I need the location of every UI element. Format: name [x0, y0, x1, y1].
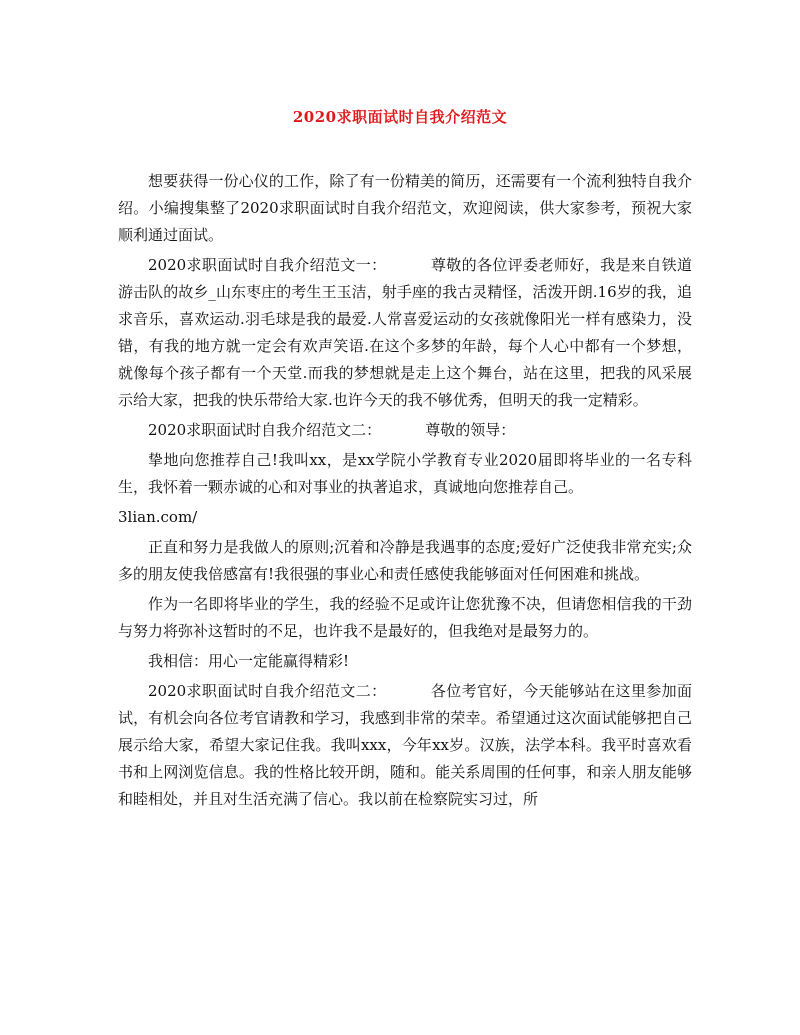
sample-three-paragraph	[118, 678, 692, 813]
sample-three-text: 各位考官好，今天能够站在这里参加面试，有机会向各位考官请教和学习，我感到非常的荣幸。希望通过这次面试能够把自己展示给大家，希望大家记住我。我叫xxx，今年xx岁。汉族，法学本科。我平时喜欢看书和上网浏览信息。我的性格比较开朗，随和。能关系周围的任何事，和亲人朋友能够和睦相处，并且对生活充满了信心。我以前在检察院实习过，所	[118, 682, 692, 808]
intro-paragraph: 想要获得一份心仪的工作，除了有一份精美的简历，还需要有一个流利独特自我介绍。小编搜集整了2020求职面试时自我介绍范文，欢迎阅读，供大家参考，预祝大家顺利通过面试。	[118, 172, 692, 244]
document-body	[118, 168, 692, 816]
sample-two-paragraph	[118, 417, 692, 444]
sample-three-heading: 2020求职面试时自我介绍范文二：	[148, 682, 387, 700]
experience-paragraph: 作为一名即将毕业的学生，我的经验不足或许让您犹豫不决，但请您相信我的干劲与努力将弥补这暂时的不足，也许我不是最好的，但我绝对是最努力的。	[118, 595, 692, 640]
principles-paragraph: 正直和努力是我做人的原则;沉着和冷静是我遇事的态度;爱好广泛使我非常充实;众多的朋友使我倍感富有!我很强的事业心和责任感使我能够面对任何困难和挑战。	[118, 538, 692, 583]
belief-paragraph: 我相信：用心一定能赢得精彩!	[148, 652, 350, 670]
document-title: 2020求职面试时自我介绍范文	[292, 108, 508, 126]
sample-one-heading: 2020求职面试时自我介绍范文一：	[148, 256, 387, 274]
sample-one-paragraph	[118, 252, 692, 414]
sample-two-heading: 2020求职面试时自我介绍范文二：	[148, 421, 382, 439]
recommendation-paragraph: 挚地向您推荐自己!我叫xx，是xx学院小学教育专业2020届即将毕业的一名专科生，我怀着一颗赤诚的心和对事业的执著追求，真诚地向您推荐自己。	[118, 451, 692, 496]
source-link-text: 3lian.com/	[118, 508, 198, 526]
sample-two-text: 尊敬的领导：	[425, 421, 516, 439]
sample-one-text: 尊敬的各位评委老师好，我是来自铁道游击队的故乡_山东枣庄的考生王玉洁，射手座的我古灵精怪，活泼开朗.16岁的我，追求音乐，喜欢运动.羽毛球是我的最爱.人常喜爱运动的女孩就像阳光一样有感染力，没错，有我的地方就一定会有欢声笑语.在这个多梦的年龄，每个人心中都有一个梦想，就像每个孩子都有一个天堂.而我的梦想就是走上这个舞台，站在这里，把我的风采展示给大家，把我的快乐带给大家.也许今天的我不够优秀，但明天的我一定精彩。	[118, 256, 692, 409]
